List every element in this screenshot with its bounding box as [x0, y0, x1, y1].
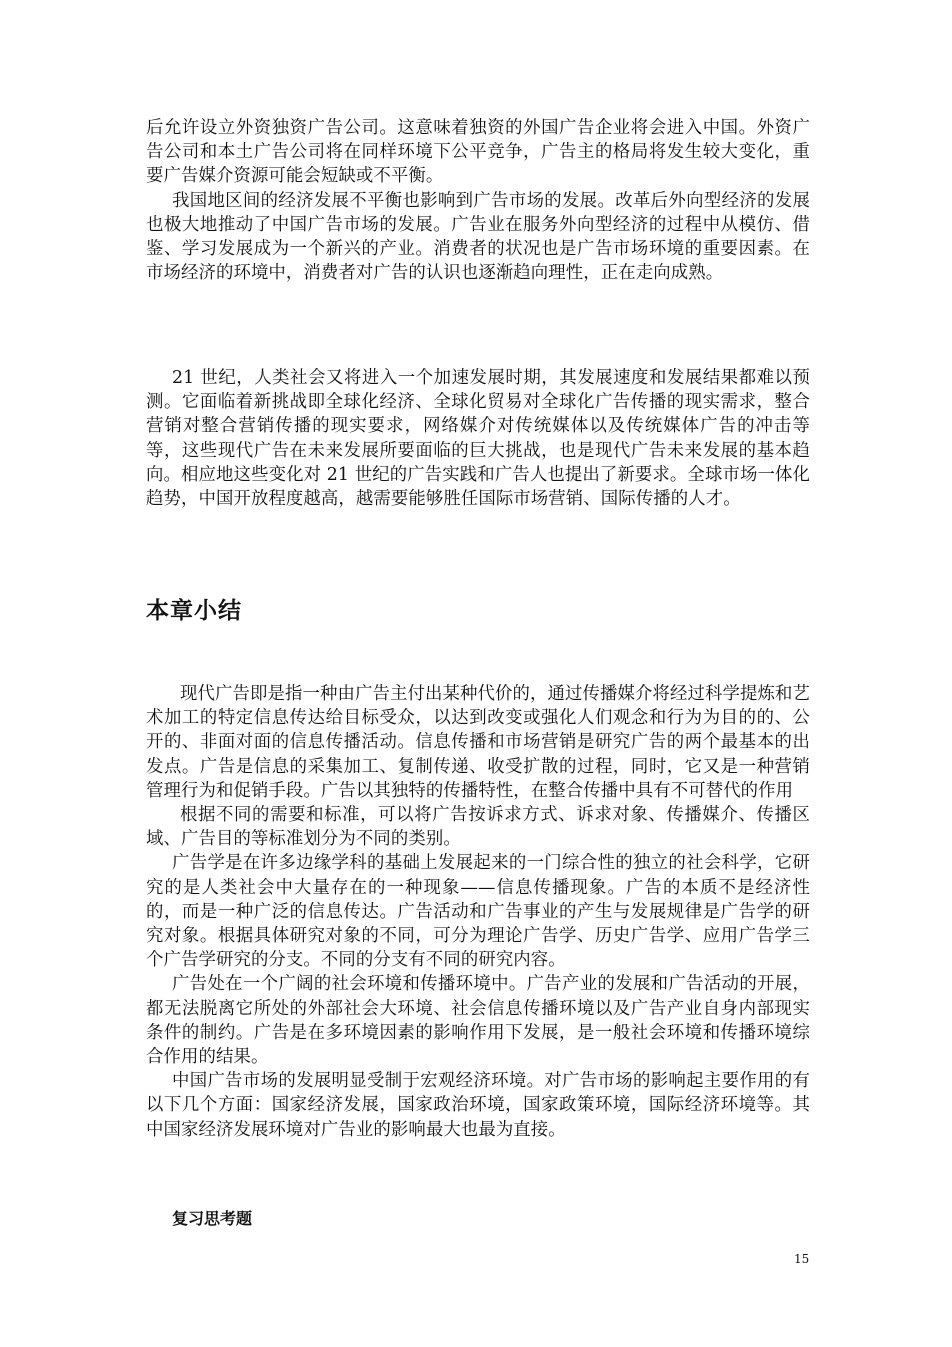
body-paragraph: 后允许设立外资独资广告公司。这意味着独资的外国广告企业将会进入中国。外资广告公司和本土广告公司将在同样环境下公平竞争，广告主的格局将发生较大变化，重要广告媒介资源可能会短缺或不平衡。: [146, 118, 810, 187]
summary-paragraph: 广告处在一个广阔的社会环境和传播环境中。广告产业的发展和广告活动的开展，都无法脱离它所处的外部社会大环境、社会信息传播环境以及广告产业自身内部现实条件的制约。广告是在多环境因素的影响作用下发展，是一般社会环境和传播环境综合作用的结果。: [146, 974, 810, 1068]
summary-paragraph: 广告学是在许多边缘学科的基础上发展起来的一门综合性的独立的社会科学，它研究的是人类社会中大量存在的一种现象——信息传播现象。广告的本质不是经济性的，而是一种广泛的信息传达。广告活动和广告事业的产生与发展规律是广告学的研究对象。根据具体研究对象的不同，可分为理论广告学、历史广告学、应用广告学三个广告学研究的分支。不同的分支有不同的研究内容。: [146, 853, 810, 971]
page-number: 15: [794, 1252, 810, 1266]
summary-paragraph: 根据不同的需要和标准，可以将广告按诉求方式、诉求对象、传播媒介、传播区域、广告目的等标准划分为不同的类别。: [146, 805, 810, 850]
body-paragraph: 21 世纪，人类社会又将进入一个加速发展时期，其发展速度和发展结果都难以预测。它面临着新挑战即全球化经济、全球化贸易对全球化广告传播的现实需求，整合营销对整合营销传播的现实要求，网络媒介对传统媒体以及传统媒体广告的冲击等等，这些现代广告在未来发展所要面临的巨大挑战，也是现代广告未来发展的基本趋向。相应地这些变化对 21 世纪的广告实践和广告人也提出了新要求。全球市场一体化趋势，中国开放程度越高，越需要能够胜任国际市场营销、国际传播的人才。: [146, 368, 810, 510]
summary-paragraph: 现代广告即是指一种由广告主付出某种代价的，通过传播媒介将经过科学提炼和艺术加工的特定信息传达给目标受众，以达到改变或强化人们观念和行为为目的的、公开的、非面对面的信息传播活动。信息传播和市场营销是研究广告的两个最基本的出发点。广告是信息的采集加工、复制传递、收受扩散的过程，同时，它又是一种营销管理行为和促销手段。广告以其独特的传播特性，在整合传播中具有不可替代的作用: [146, 684, 810, 801]
body-paragraph: 我国地区间的经济发展不平衡也影响到广告市场的发展。改革后外向型经济的发展也极大地推动了中国广告市场的发展。广告业在服务外向型经济的过程中从模仿、借鉴、学习发展成为一个新兴的产业。消费者的状况也是广告市场环境的重要因素。在市场经济的环境中，消费者对广告的认识也逐渐趋向理性，正在走向成熟。: [146, 190, 810, 284]
section1-block: [146, 116, 810, 285]
chapter-summary-heading: 本章小结: [146, 598, 242, 624]
section2-block: [146, 366, 810, 511]
review-questions-heading: 复习思考题: [172, 1209, 253, 1228]
summary-block: [146, 682, 810, 1142]
summary-paragraph: 中国广告市场的发展明显受制于宏观经济环境。对广告市场的影响起主要作用的有以下几个方面：国家经济发展，国家政治环境，国家政策环境，国际经济环境等。其中国家经济发展环境对广告业的影响最大也最为直接。: [146, 1071, 810, 1140]
